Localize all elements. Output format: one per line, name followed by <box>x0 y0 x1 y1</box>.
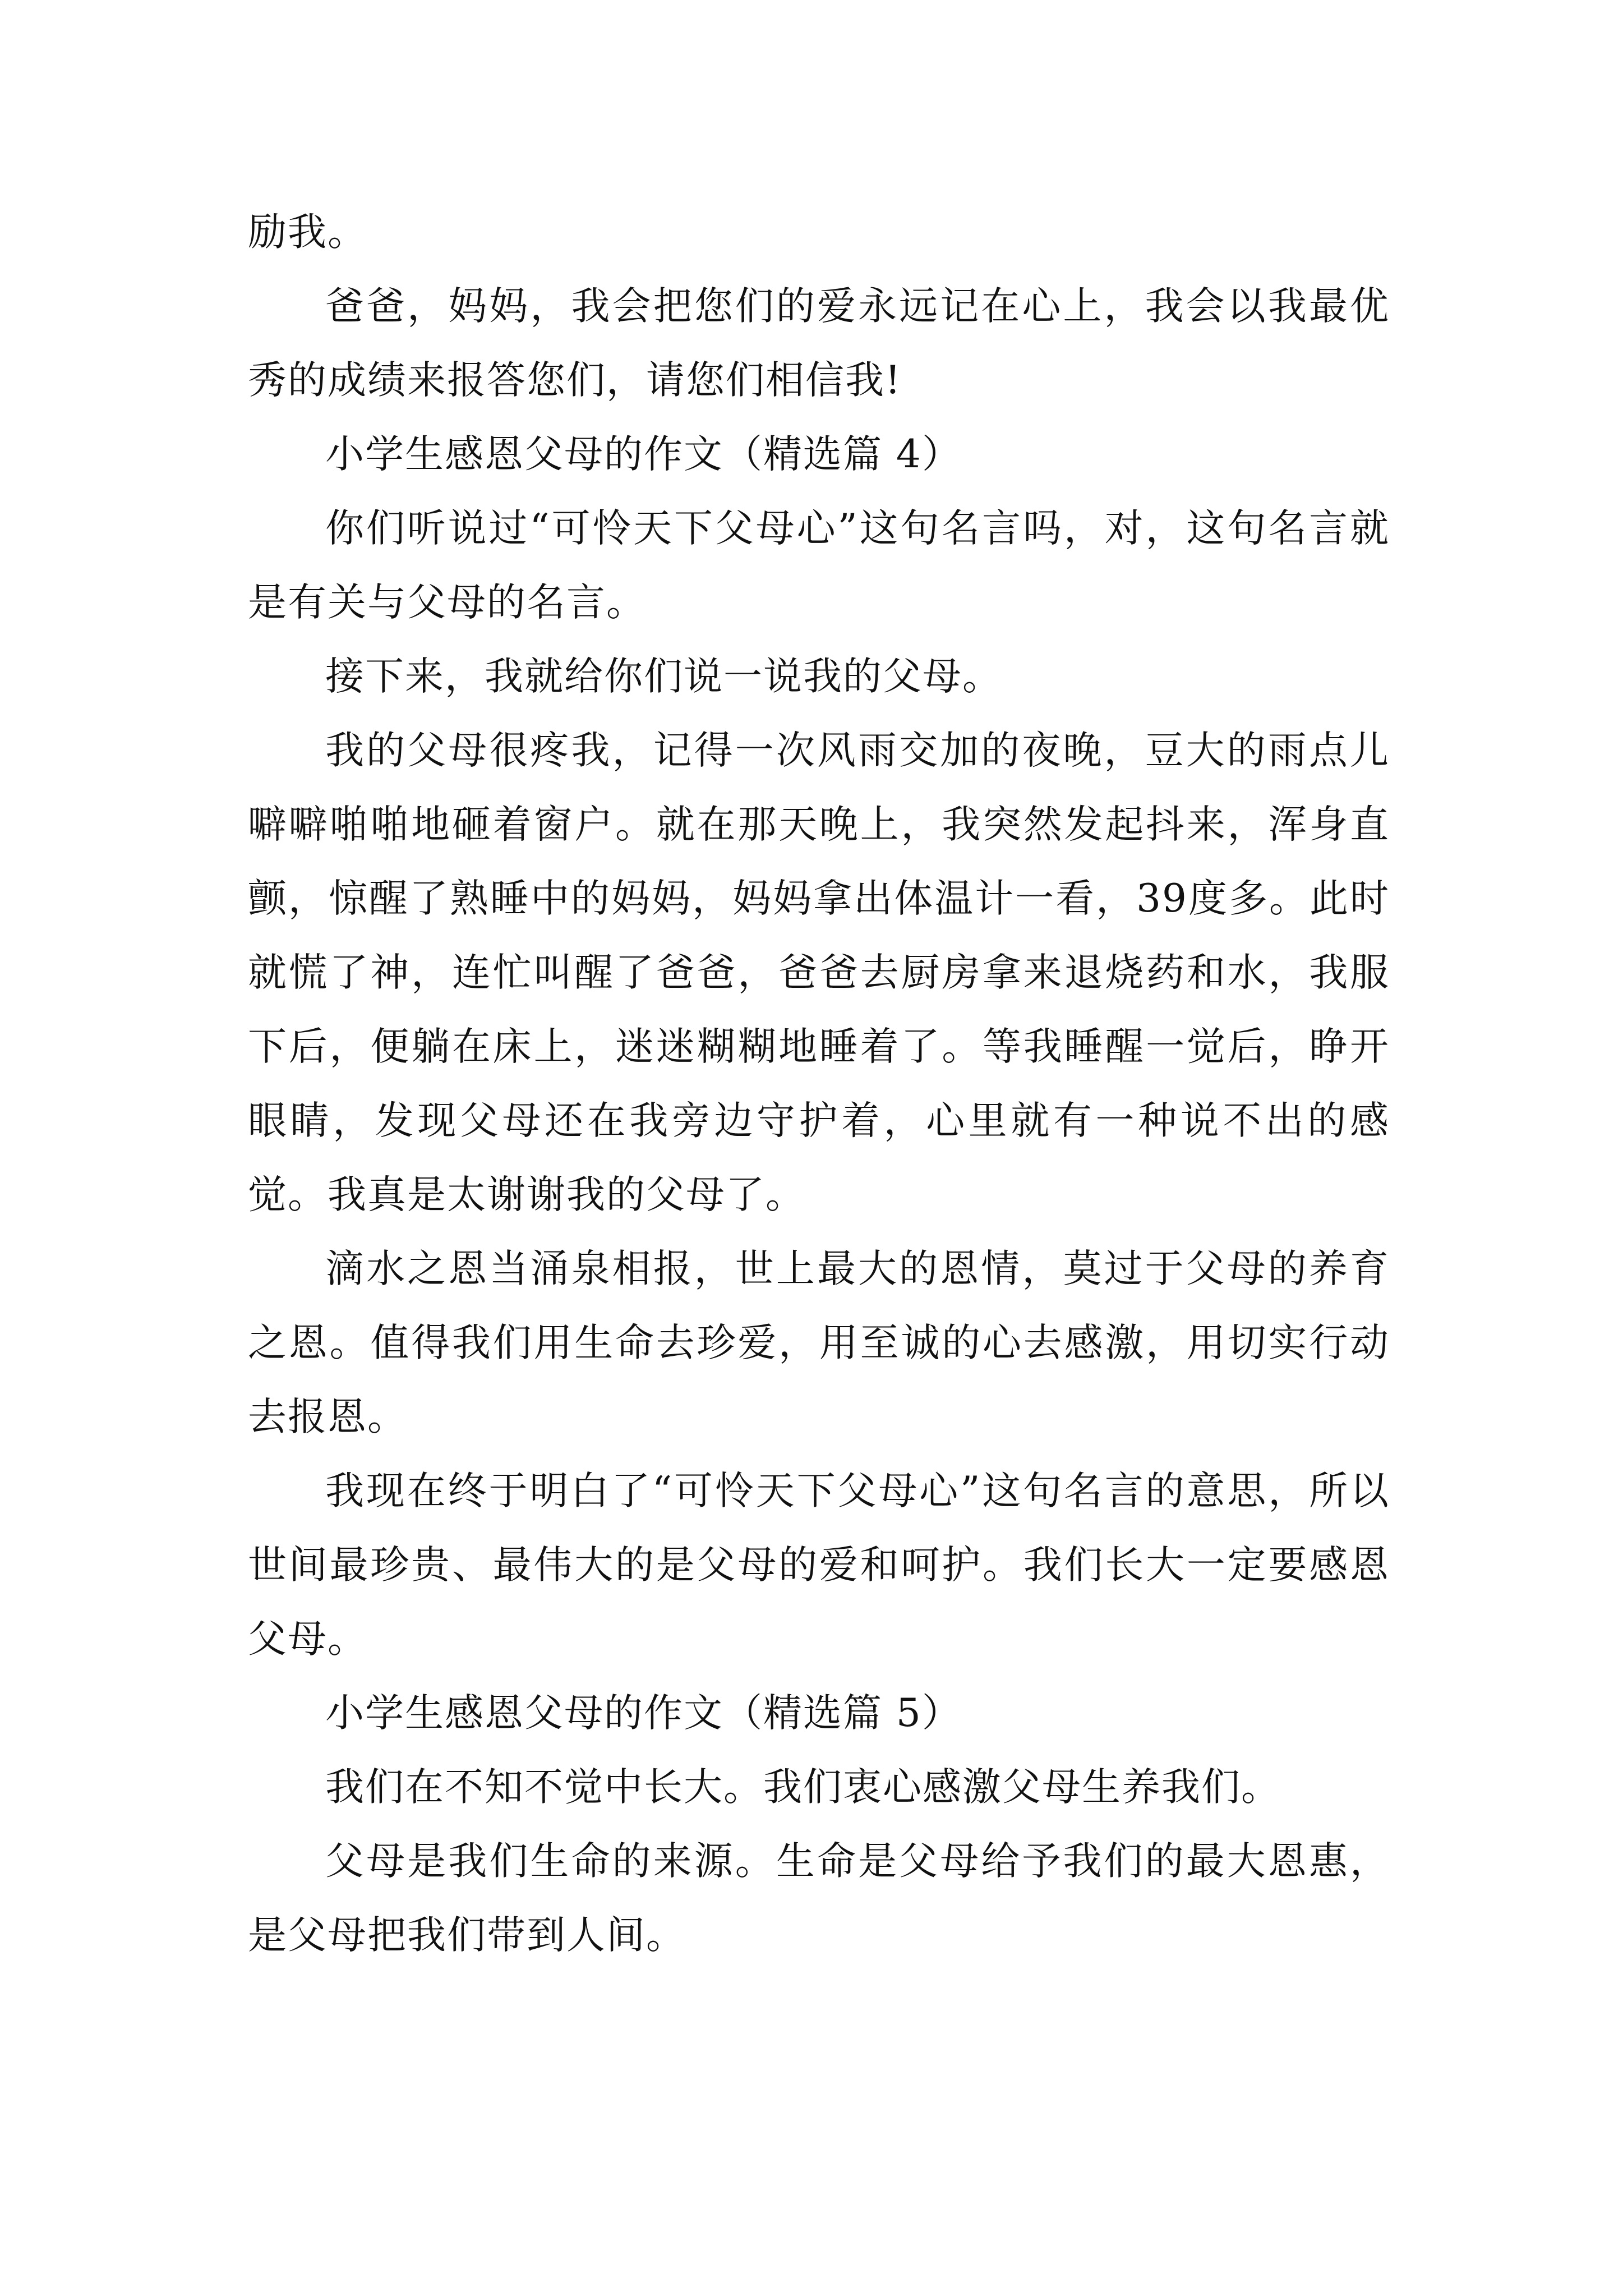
paragraph: 接下来，我就给你们说一说我的父母。 <box>325 654 1002 699</box>
paragraph: 你们听说过“可怜天下父母心”这句名言吗，对，这句名言就是有关与父母的名言。 <box>248 506 1390 625</box>
paragraph-continuation: 励我。 <box>248 210 367 255</box>
paragraph: 我现在终于明白了“可怜天下父母心”这句名言的意思，所以世间最珍贵、最伟大的是父母的爱和呵护。我们长大一定要感恩父母。 <box>248 1469 1390 1662</box>
paragraph: 爸爸，妈妈，我会把您们的爱永远记在心上，我会以我最优秀的成绩来报答您们，请您们相信我! <box>248 284 1390 403</box>
document-body <box>248 195 1390 1972</box>
paragraph: 滴水之恩当涌泉相报，世上最大的恩情，莫过于父母的养育之恩。值得我们用生命去珍爱，用至诚的心去感激，用切实行动去报恩。 <box>248 1246 1390 1439</box>
section-heading: 小学生感恩父母的作文（精选篇 4） <box>325 432 962 477</box>
section-heading: 小学生感恩父母的作文（精选篇 5） <box>325 1691 962 1736</box>
paragraph: 我们在不知不觉中长大。我们衷心感激父母生养我们。 <box>325 1765 1281 1810</box>
paragraph: 我的父母很疼我，记得一次风雨交加的夜晚，豆大的雨点儿噼噼啪啪地砸着窗户。就在那天晚上，我突然发起抖来，浑身直颤，惊醒了熟睡中的妈妈，妈妈拿出体温计一看，39度多。此时就慌了神，连忙叫醒了爸爸，爸爸去厨房拿来退烧药和水，我服下后，便躺在床上，迷迷糊糊地睡着了。等我睡醒一觉后，睁开眼睛，发现父母还在我旁边守护着，心里就有一种说不出的感觉。我真是太谢谢我的父母了。 <box>248 728 1390 1217</box>
paragraph: 父母是我们生命的来源。生命是父母给予我们的最大恩惠，是父母把我们带到人间。 <box>248 1839 1390 1958</box>
